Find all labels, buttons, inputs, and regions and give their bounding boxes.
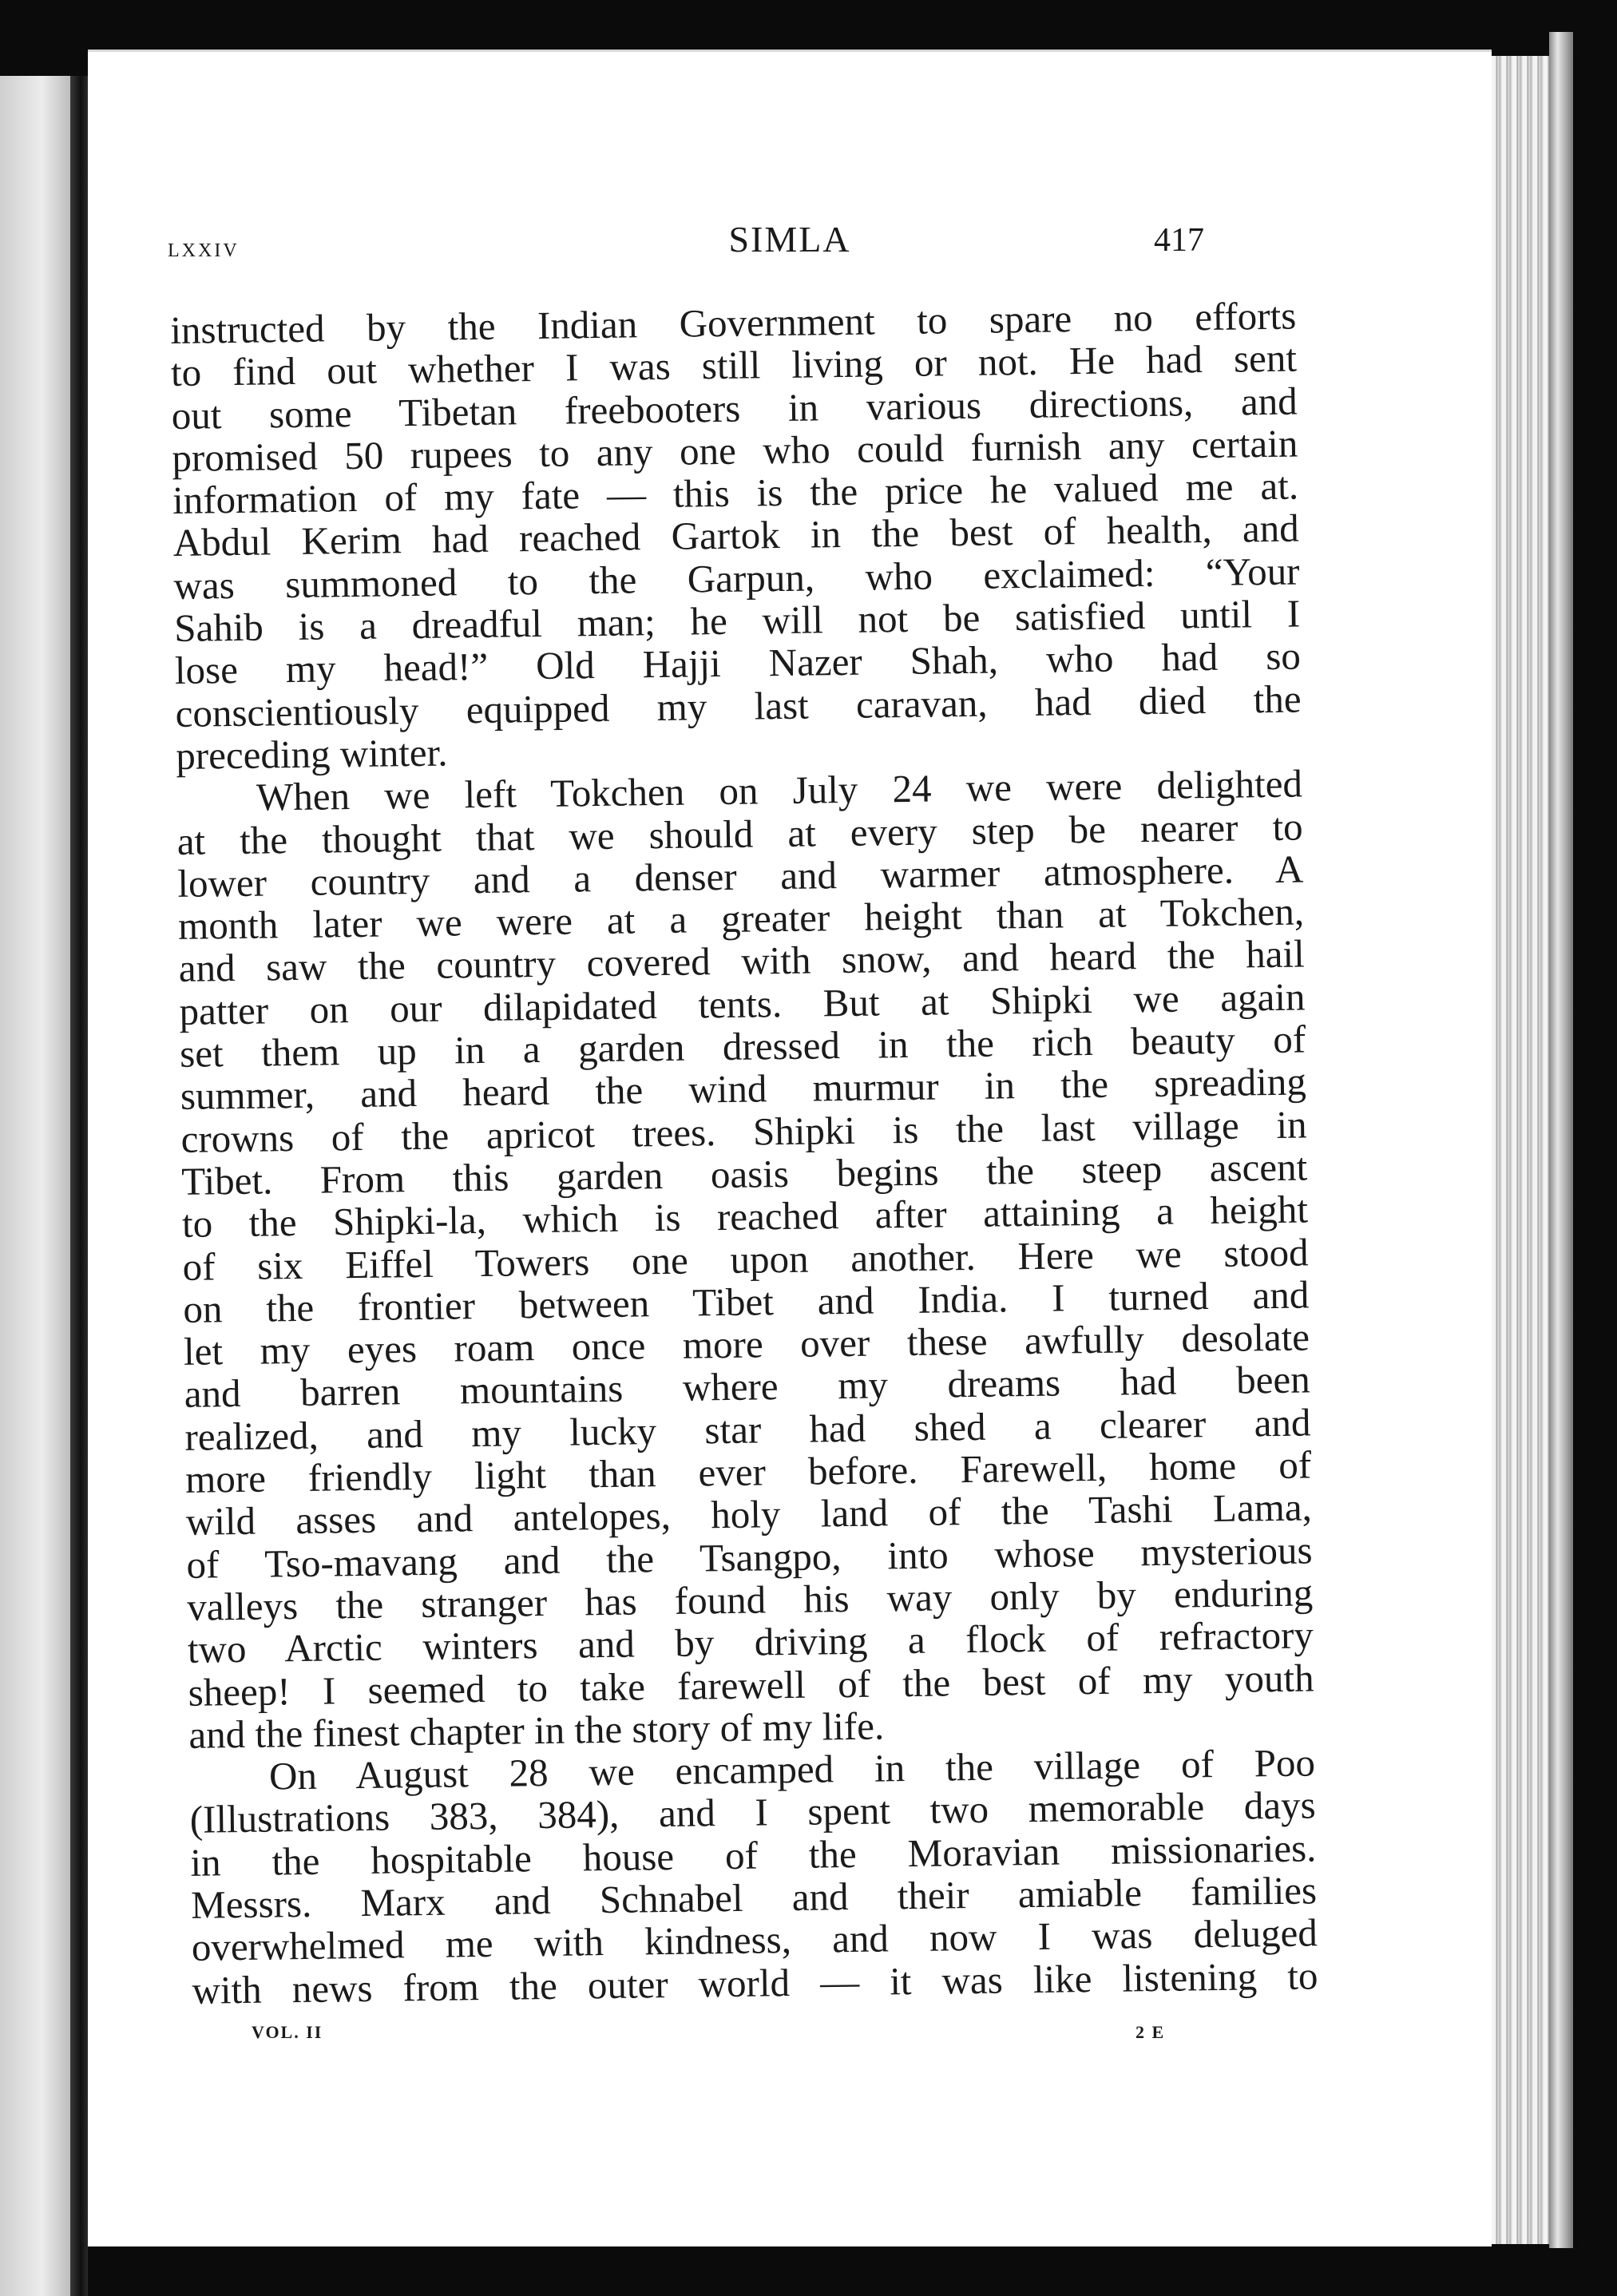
text-line: and barren mountains where my dreams had been [184,1357,1311,1417]
text-line: summer, and heard the wind murmur in the spreading [180,1059,1307,1119]
text-line: month later we were at a greater height than at Tokchen, [177,889,1305,949]
text-line: to find out whether I was still living or not. He had sent [170,335,1298,395]
book-page [88,50,1492,2246]
text-line: promised 50 rupees to any one who could furnish any certain [172,421,1298,480]
text-line: overwhelmed me with kindness, and now I was deluged [191,1910,1318,1970]
text-line: conscientiously equipped my last caravan, had died the [175,676,1302,736]
facing-page-edge [0,76,70,2296]
text-line: with news from the outer world — it was like listening to [192,1953,1318,2012]
body-text [170,295,1318,2012]
text-line: and the finest chapter in the story of my life. [188,1703,885,1757]
text-line: When we left Tokchen on July 24 we were delighted [256,761,1303,819]
text-line: on the frontier between Tibet and India. I turned and [183,1272,1310,1331]
text-line: Sahib is a dreadful man; he will not be satisfied until I [173,591,1301,651]
text-line: out some Tibetan freebooters in various directions, and [171,379,1298,438]
text-line: Messrs. Marx and Schnabel and their amiable families [190,1868,1318,1927]
text-line: valleys the stranger has found his way only by enduring [186,1570,1314,1629]
text-line: Abdul Kerim had reached Gartok in the best of health, and [172,506,1300,565]
text-line: preceding winter. [175,730,448,778]
text-line: in the hospitable house of the Moravian missionaries. [190,1826,1317,1885]
text-line: and saw the country covered with snow, and heard the hail [178,931,1306,991]
text-line: more friendly light than ever before. Farewell, home of [184,1442,1312,1501]
text-line: (Illustrations 383, 384), and I spent two memorable days [189,1782,1317,1842]
text-line: sheep! I seemed to take farewell of the best of my youth [188,1655,1314,1715]
text-line: Tibet. From this garden oasis begins the steep ascent [180,1144,1308,1204]
book-gutter [70,76,88,2296]
text-line: of Tso-mavang and the Tsangpo, into whose mysterious [186,1528,1313,1587]
text-line: two Arctic winters and by driving a flock of refractory [187,1612,1314,1672]
text-line: to the Shipki-la, which is reached after attaining a height [181,1187,1309,1247]
text-line: of six Eiffel Towers one upon another. Here we stood [182,1229,1309,1289]
chapter-number: LXXIV [168,240,240,261]
running-head [88,218,1492,274]
text-line: let my eyes roam once more over these awfully desolate [183,1315,1310,1374]
running-title: SIMLA [728,219,851,260]
text-line: at the thought that we should at every step be nearer to [176,804,1303,863]
text-line: set them up in a garden dressed in the rich beauty of [179,1017,1306,1076]
text-line: wild asses and antelopes, holy land of the Tashi Lama, [185,1485,1313,1545]
page-footer [88,2022,1492,2054]
text-line: lower country and a denser and warmer atmosphere. A [177,847,1304,906]
signature-mark: 2 E [1135,2022,1166,2042]
text-line: instructed by the Indian Government to spare no efforts [169,293,1297,352]
text-line: crowns of the apricot trees. Shipki is the last village in [180,1102,1307,1161]
text-line: lose my head!” Old Hajji Nazer Shah, who had so [174,633,1302,693]
volume-mark: VOL. II [252,2022,323,2042]
text-line: patter on our dilapidated tents. But at Shipki we again [179,974,1306,1033]
book-cover-edge [1549,32,1573,2248]
page-number: 417 [1154,222,1204,259]
text-line: was summoned to the Garpun, who exclaimed: “Your [173,549,1300,608]
text-line: information of my fate — this is the price he valued me at. [172,463,1299,523]
text-line: realized, and my lucky star had shed a clearer and [184,1400,1311,1459]
text-line: On August 28 we encamped in the village of Poo [268,1740,1316,1798]
